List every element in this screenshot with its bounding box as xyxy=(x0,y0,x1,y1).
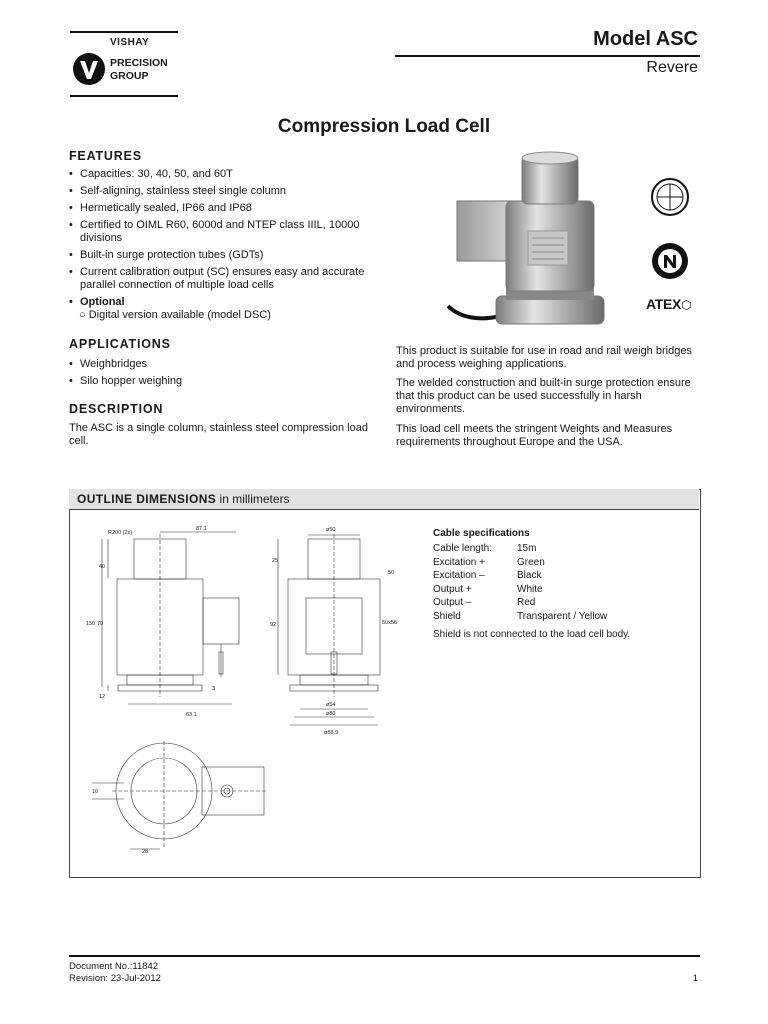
page-number: 1 xyxy=(692,973,698,984)
svg-text:50: 50 xyxy=(388,570,395,576)
right-paragraph-2: The welded construction and built-in surge protection ensure that this product can be used successfully in harsh environments. xyxy=(396,377,691,415)
revision-date: Revision: 23-Jul-2012 xyxy=(69,973,161,984)
logo-rule-top xyxy=(70,31,178,33)
page-title: Compression Load Cell xyxy=(277,116,491,137)
model-name: Model ASC xyxy=(593,28,698,50)
logo-text-vishay: VISHAY xyxy=(110,37,150,48)
oiml-logo-icon xyxy=(650,177,690,217)
brand-name: Revere xyxy=(646,59,698,76)
table-row: Shield Transparent / Yellow xyxy=(433,610,608,622)
product-photo xyxy=(440,146,630,336)
svg-text:40: 40 xyxy=(99,564,106,570)
applications-list xyxy=(69,358,369,392)
right-paragraph-3: This load cell meets the stringent Weights and Measures requirements throughout Europe and the USA. xyxy=(396,423,673,448)
svg-text:28: 28 xyxy=(142,849,149,855)
features-heading: FEATURES xyxy=(69,149,142,163)
list-item: • Capacities: 30, 40, 50, and 60T xyxy=(69,168,369,181)
footer-rule xyxy=(69,955,700,957)
description-heading: DESCRIPTION xyxy=(69,402,164,416)
top-view-drawing xyxy=(84,737,274,857)
table-row: Excitation + Green xyxy=(433,556,545,568)
side-view-drawing xyxy=(264,522,414,740)
svg-text:25: 25 xyxy=(272,558,279,564)
svg-text:92: 92 xyxy=(270,622,277,628)
list-item: • Self-aligning, stainless steel single column xyxy=(69,185,369,198)
table-row: Cable length: 15m xyxy=(433,543,537,554)
ntep-logo-icon xyxy=(650,240,690,282)
ex-hexagon-icon: ⬡ xyxy=(681,298,692,312)
svg-text:3: 3 xyxy=(212,686,216,692)
svg-text:ø50: ø50 xyxy=(326,527,336,533)
logo-rule-bottom xyxy=(70,95,178,97)
svg-text:150: 150 xyxy=(86,621,96,627)
cable-spec-note: Shield is not connected to the load cell body. xyxy=(433,629,631,640)
svg-text:63.1: 63.1 xyxy=(186,712,197,718)
list-item: • Silo hopper weighing xyxy=(69,375,369,388)
list-item-optional: • Optional xyxy=(69,296,369,309)
table-row: Excitation – Black xyxy=(433,570,542,581)
svg-text:ø80: ø80 xyxy=(326,711,336,717)
svg-text:R200 (2x): R200 (2x) xyxy=(108,530,133,536)
applications-heading: APPLICATIONS xyxy=(69,337,171,351)
outline-dimensions-title: OUTLINE DIMENSIONS in millimeters xyxy=(77,492,290,506)
cable-spec-heading: Cable specifications xyxy=(433,528,530,539)
svg-text:ø54: ø54 xyxy=(326,702,336,708)
svg-text:70: 70 xyxy=(97,621,104,627)
svg-text:50x56: 50x56 xyxy=(382,620,397,626)
optional-sub-item: ○ Digital version available (model DSC) xyxy=(79,309,271,321)
list-item: • Weighbridges xyxy=(69,358,369,371)
table-row: Output + White xyxy=(433,583,543,595)
atex-logo: ATEX⬡ xyxy=(646,296,692,312)
list-item: • Current calibration output (SC) ensures easy and accurate parallel connection of multiple load cells xyxy=(69,266,369,292)
svg-text:87.1: 87.1 xyxy=(196,526,207,532)
logo-text-precision-group: PRECISION GROUP xyxy=(110,57,168,82)
svg-text:16: 16 xyxy=(92,789,99,795)
vishay-logo-icon xyxy=(72,52,106,86)
svg-text:12: 12 xyxy=(99,694,106,700)
list-item: • Built-in surge protection tubes (GDTs) xyxy=(69,249,369,262)
list-item: • Certified to OIML R60, 6000d and NTEP class IIIL, 10000 divisions xyxy=(69,219,369,245)
cable-spec-table xyxy=(433,542,607,623)
header-rule xyxy=(395,55,700,57)
document-number: Document No.:11842 xyxy=(69,961,159,972)
list-item: • Hermetically sealed, IP66 and IP68 xyxy=(69,202,369,215)
table-row: Output – Red xyxy=(433,597,536,608)
circle-bullet-icon: ○ xyxy=(79,309,89,321)
svg-text:ø88.9: ø88.9 xyxy=(324,730,339,736)
description-text: The ASC is a single column, stainless steel compression load cell. xyxy=(69,422,368,447)
right-paragraph-1: This product is suitable for use in road and rail weigh bridges and process weighing applications. xyxy=(396,345,692,370)
features-list xyxy=(69,168,369,313)
